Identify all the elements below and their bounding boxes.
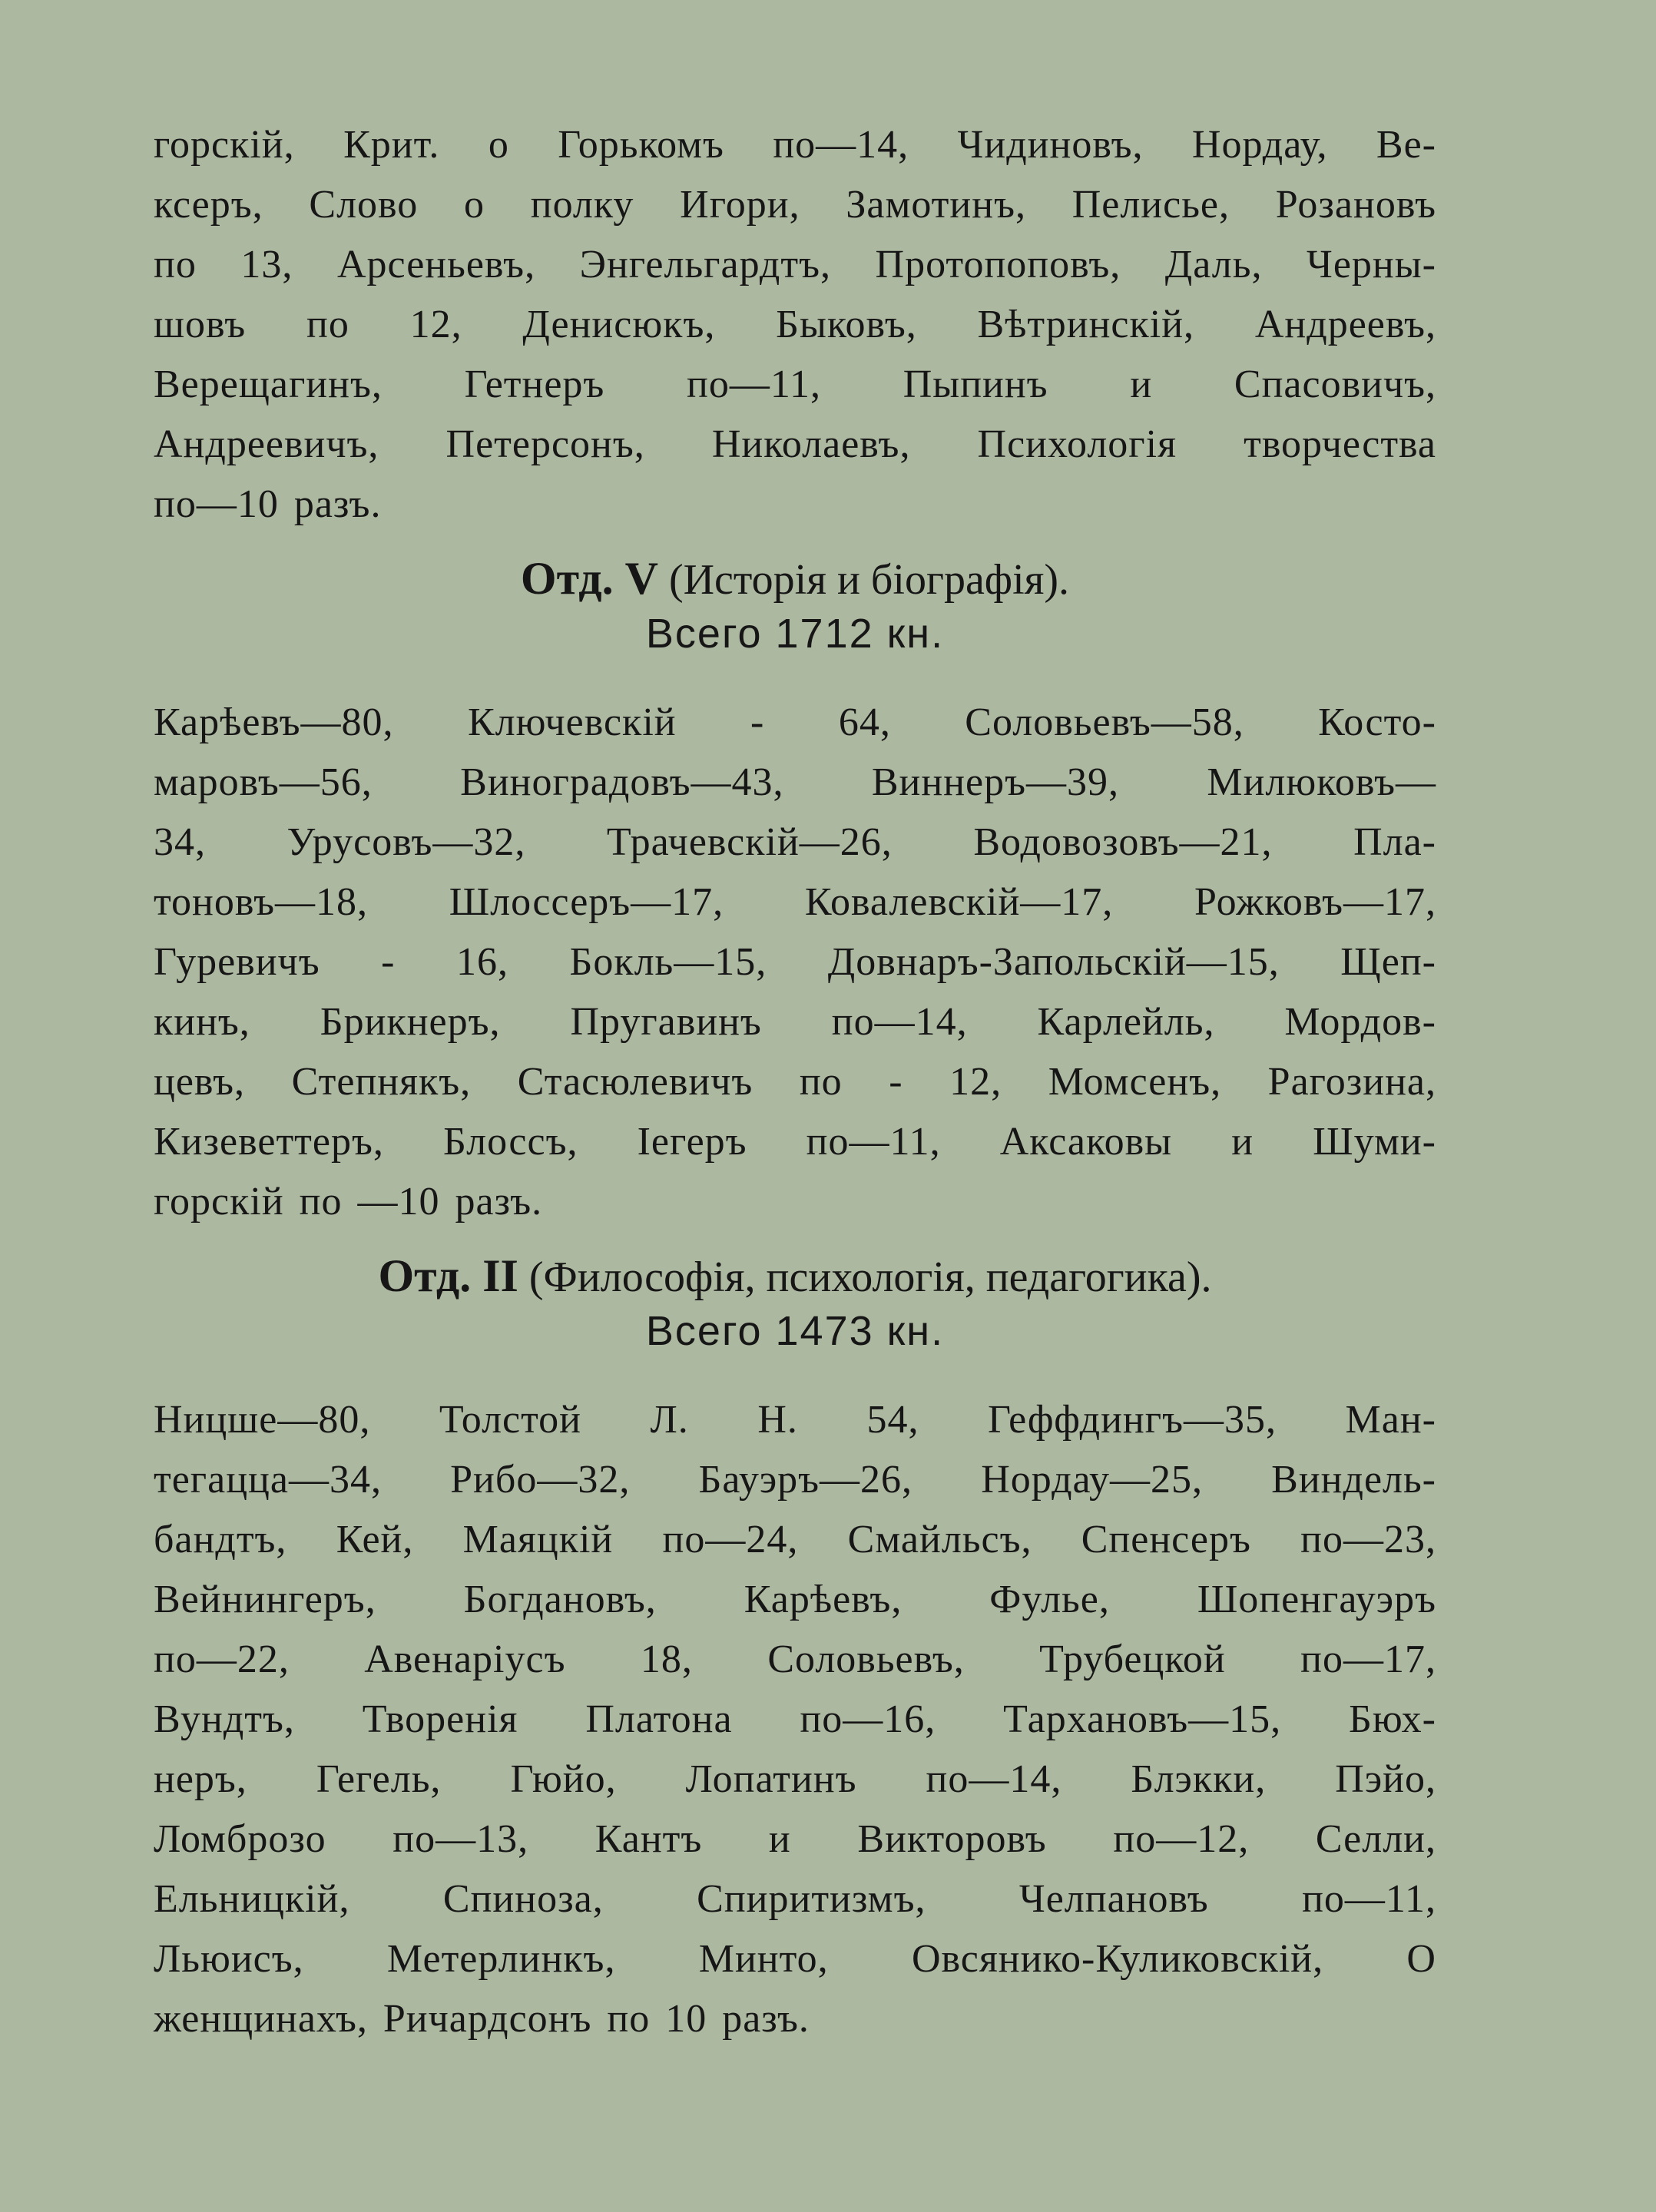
text-line: цевъ, Степнякъ, Стасюлевичъ по - 12, Момсенъ, Рагозина,	[154, 1060, 1436, 1104]
text-line: шовъ по 12, Денисюкъ, Быковъ, Вѣтринскій, Андреевъ,	[154, 303, 1436, 346]
text-line: по—10 разъ.	[154, 482, 382, 526]
text-line: кинъ, Брикнеръ, Пругавинъ по—14, Карлейль, Мордов-	[154, 1000, 1436, 1044]
section-ii-total: Всего 1473 кн.	[645, 1308, 945, 1354]
text-line: горскій, Крит. о Горькомъ по—14, Чидиновъ, Нордау, Ве-	[154, 123, 1436, 167]
section-v-heading	[154, 551, 1436, 605]
text-line: маровъ—56, Виноградовъ—43, Виннеръ—39, Милюковъ—	[154, 760, 1436, 804]
text-line: бандтъ, Кей, Маяцкій по—24, Смайльсъ, Спенсеръ по—23,	[154, 1518, 1436, 1561]
text-line: тоновъ—18, Шлоссеръ—17, Ковалевскій—17, Рожковъ—17,	[154, 880, 1436, 924]
section-ii-heading	[154, 1249, 1436, 1303]
section-ii-number: Отд. II	[378, 1250, 518, 1301]
text-line: Андреевичъ, Петерсонъ, Николаевъ, Психологія творчества	[154, 422, 1436, 466]
text-line: Кизеветтеръ, Блоссъ, Іегеръ по—11, Аксаковы и Шуми-	[154, 1120, 1436, 1164]
text-line: Ницше—80, Толстой Л. Н. 54, Геффдингъ—35, Ман-	[154, 1398, 1436, 1442]
text-line: Верещагинъ, Гетнеръ по—11, Пыпинъ и Спасовичъ,	[154, 363, 1436, 406]
text-line: Вейнингеръ, Богдановъ, Карѣевъ, Фулье, Шопенгауэръ	[154, 1578, 1436, 1621]
text-line: ксеръ, Слово о полку Игори, Замотинъ, Пелисье, Розановъ	[154, 183, 1436, 227]
document-page	[154, 115, 1436, 2174]
section-v-number: Отд. V	[520, 553, 658, 604]
section-v-paragraph	[154, 693, 1436, 1232]
text-line: горскій по —10 разъ.	[154, 1180, 543, 1224]
text-line: Ломброзо по—13, Кантъ и Викторовъ по—12, Селли,	[154, 1817, 1436, 1861]
text-line: 34, Урусовъ—32, Трачевскій—26, Водовозовъ—21, Пла-	[154, 820, 1436, 864]
text-line: Ельницкій, Спиноза, Спиритизмъ, Челпановъ по—11,	[154, 1877, 1436, 1921]
text-line: женщинахъ, Ричардсонъ по 10 разъ.	[154, 1997, 810, 2041]
text-line: Льюисъ, Метерлинкъ, Минто, Овсянико-Куликовскій, О	[154, 1937, 1436, 1981]
section-top-paragraph	[154, 115, 1436, 535]
section-v-title: (Исторія и біографія).	[668, 556, 1070, 604]
text-line: тегацца—34, Рибо—32, Бауэръ—26, Нордау—25, Виндель-	[154, 1458, 1436, 1502]
text-line: Карѣевъ—80, Ключевскій - 64, Соловьевъ—58, Косто-	[154, 700, 1436, 744]
section-ii-paragraph	[154, 1390, 1436, 2049]
text-line: по 13, Арсеньевъ, Энгельгардтъ, Протопоповъ, Даль, Черны-	[154, 243, 1436, 286]
text-line: по—22, Авенаріусъ 18, Соловьевъ, Трубецкой по—17,	[154, 1637, 1436, 1681]
text-line: Гуревичъ - 16, Бокль—15, Довнаръ-Запольскій—15, Щеп-	[154, 940, 1436, 984]
text-line: Вундтъ, Творенія Платона по—16, Тархановъ—15, Бюх-	[154, 1697, 1436, 1741]
text-line: неръ, Гегель, Гюйо, Лопатинъ по—14, Блэкки, Пэйо,	[154, 1757, 1436, 1801]
section-v-total: Всего 1712 кн.	[645, 611, 945, 657]
section-ii-title: (Философія, психологія, педагогика).	[528, 1253, 1212, 1301]
